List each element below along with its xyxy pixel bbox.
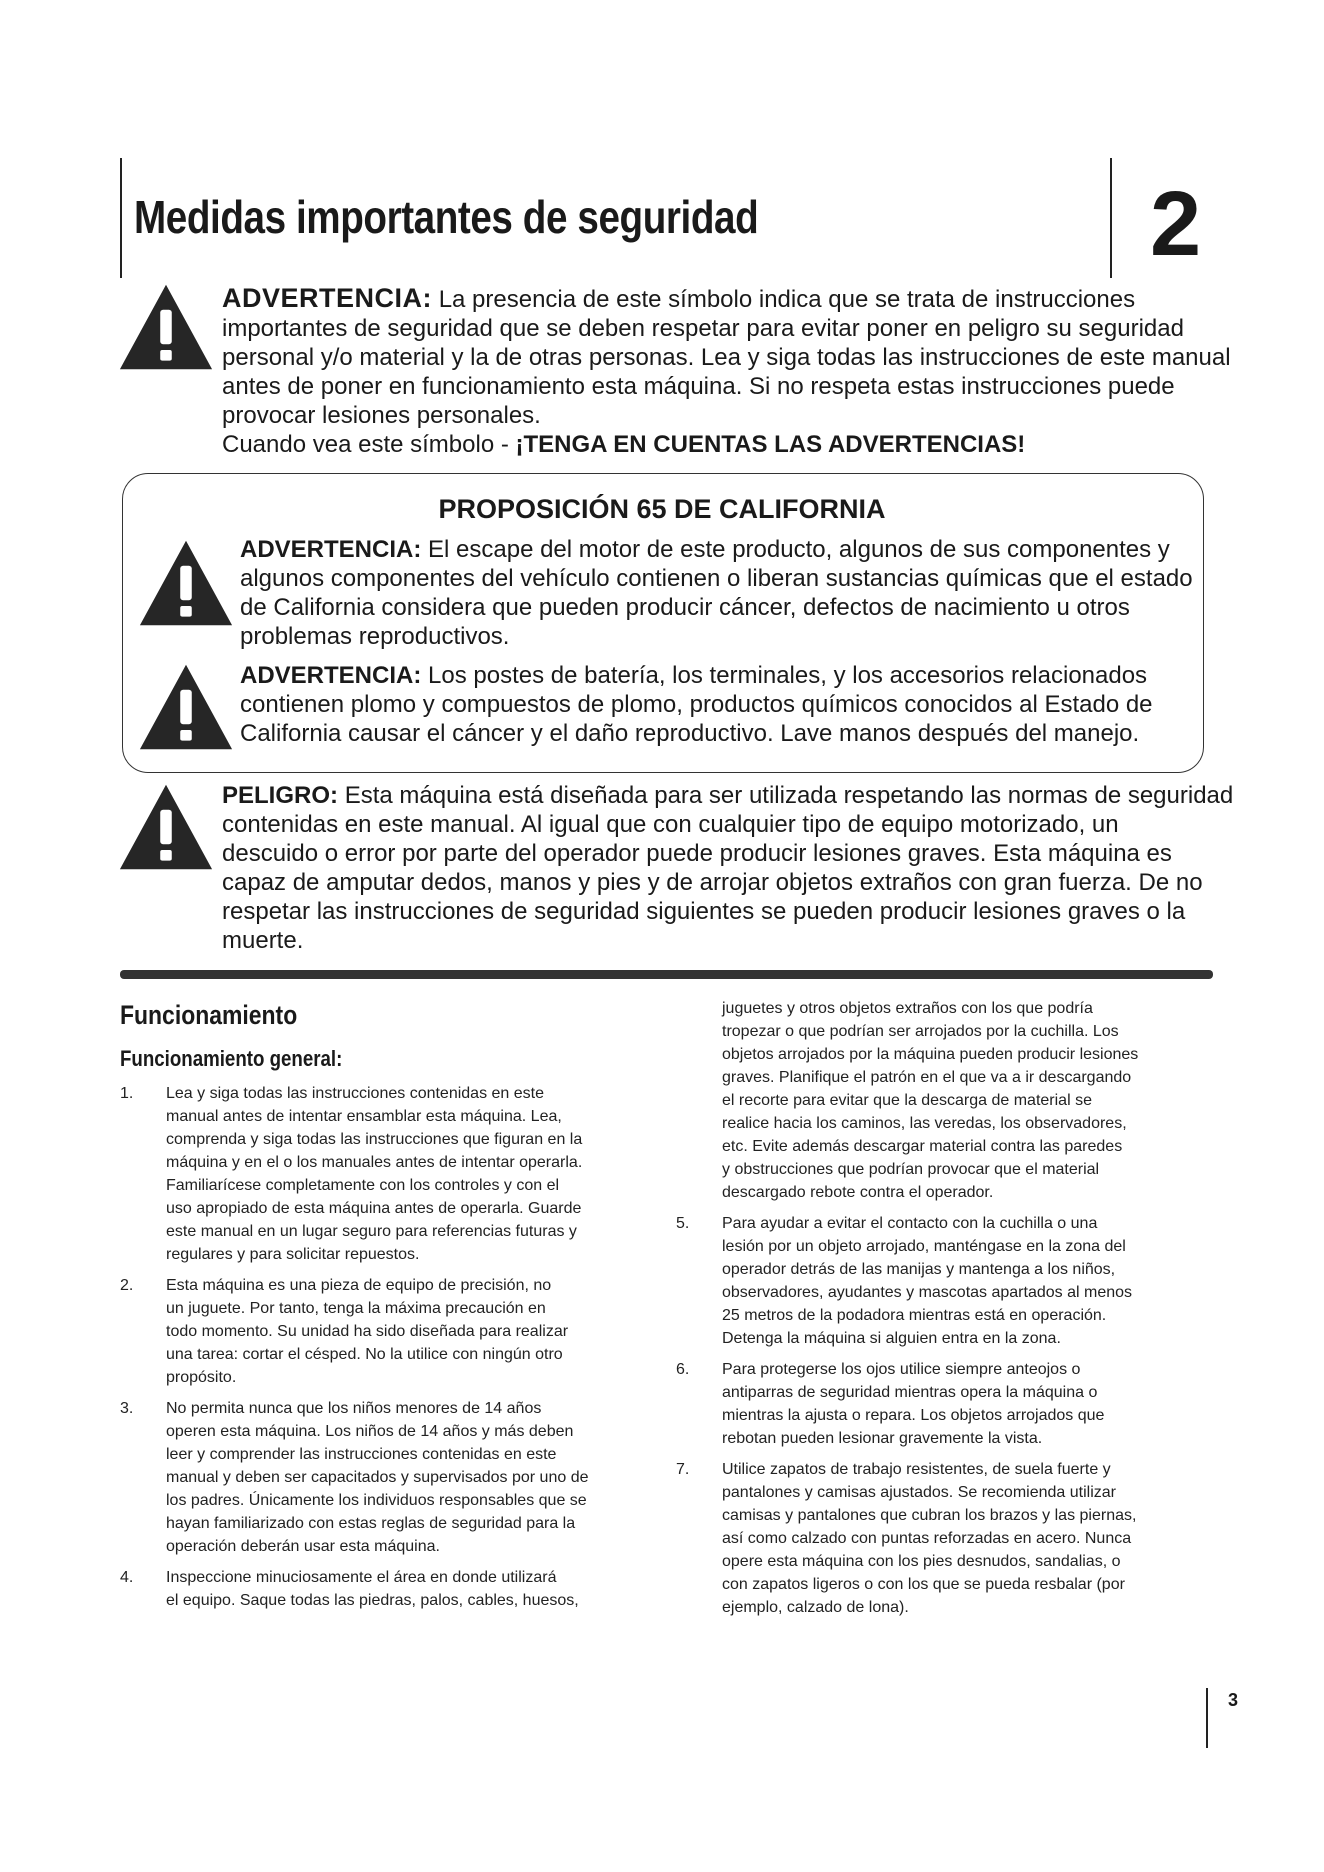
item-line: y obstrucciones que podrían provocar que el material: [722, 1161, 1100, 1178]
item-line: Familiarícese completamente con los controles y con el: [166, 1177, 560, 1194]
danger-line: capaz de amputar dedos, manos y pies y de arrojar objetos extraños con gran fuerza. De no: [222, 869, 1203, 896]
intro-line: antes de poner en funcionamiento esta máquina. Si no respeta estas instrucciones puede: [222, 373, 1175, 400]
symbol-line-emphasis: ¡TENGA EN CUENTAS LAS ADVERTENCIAS!: [515, 431, 1026, 458]
warning-triangle-icon: [138, 538, 234, 628]
prop65-line: California causar el cáncer y el daño reproductivo. Lave manos después del manejo.: [240, 720, 1140, 747]
item-line: tropezar o que podrían ser arrojados por la cuchilla. Los: [722, 1023, 1119, 1040]
intro-line: provocar lesiones personales.: [222, 402, 541, 429]
item-line: camisas y pantalones que cubran los brazos y las piernas,: [722, 1507, 1137, 1524]
header-left-rule: [120, 158, 122, 278]
item-line: manual y deben ser capacitados y supervisados por uno de: [166, 1469, 589, 1486]
prop65-warning1-label: ADVERTENCIA:: [240, 536, 422, 563]
chapter-number: 2: [1150, 173, 1202, 275]
page-number-rule: [1206, 1688, 1208, 1748]
item-line: realice hacia los caminos, las veredas, los observadores,: [722, 1115, 1127, 1132]
item-line: leer y comprender las instrucciones contenidas en este: [166, 1446, 557, 1463]
right-column: [676, 997, 1216, 1627]
danger-label: PELIGRO:: [222, 782, 339, 809]
item-line: mientras la ajusta o repara. Los objetos arrojados que: [722, 1407, 1105, 1424]
prop65-warning2-text: [240, 661, 1153, 748]
item-line: el equipo. Saque todas las piedras, palos, cables, huesos,: [166, 1592, 579, 1609]
prop65-line: algunos componentes del vehículo contienen o liberan sustancias químicas que el estado: [240, 565, 1193, 592]
item-line: una tarea: cortar el césped. No la utilice con ningún otro: [166, 1346, 563, 1363]
item-line: Para ayudar a evitar el contacto con la cuchilla o una: [722, 1215, 1098, 1232]
prop65-line: El escape del motor de este producto, algunos de sus componentes y: [428, 536, 1170, 563]
danger-text: [222, 781, 1233, 955]
list-item-continuation: [676, 997, 1216, 1204]
danger-line: contenidas en este manual. Al igual que con cualquier tipo de equipo motorizado, un: [222, 811, 1119, 838]
item-line: Para protegerse los ojos utilice siempre anteojos o: [722, 1361, 1081, 1378]
item-line: un juguete. Por tanto, tenga la máxima precaución en: [166, 1300, 546, 1317]
item-number: 4.: [120, 1569, 134, 1586]
item-line: antiparras de seguridad mientras opera la máquina o: [722, 1384, 1098, 1401]
item-line: Utilice zapatos de trabajo resistentes, de suela fuerte y: [722, 1461, 1111, 1478]
item-line: los padres. Únicamente los individuos responsables que se: [166, 1492, 587, 1509]
item-line: operador detrás de las manijas y mantenga a los niños,: [722, 1261, 1116, 1278]
intro-warning-text: [222, 284, 1231, 459]
item-line: uso apropiado de esta máquina antes de operarla. Guarde: [166, 1200, 582, 1217]
item-number: 7.: [676, 1461, 690, 1478]
danger-line: descuido o error por parte del operador puede producir lesiones graves. Esta máquina es: [222, 840, 1172, 867]
list-item: [120, 1566, 660, 1612]
list-item: [676, 1458, 1216, 1619]
intro-line: personal y/o material y la de otras personas. Lea y siga todas las instrucciones de este manual: [222, 344, 1231, 371]
section-divider: [120, 970, 1213, 979]
symbol-line-prefix: Cuando vea este símbolo -: [222, 431, 516, 458]
prop65-line: Los postes de batería, los terminales, y los accesorios relacionados: [428, 662, 1148, 689]
item-line: operación deberán usar esta máquina.: [166, 1538, 440, 1555]
item-line: manual antes de intentar ensamblar esta máquina. Lea,: [166, 1108, 562, 1125]
item-number: 1.: [120, 1085, 134, 1102]
item-line: pantalones y camisas ajustados. Se recomienda utilizar: [722, 1484, 1116, 1501]
item-line: todo momento. Su unidad ha sido diseñada para realizar: [166, 1323, 569, 1340]
item-line: comprenda y siga todas las instrucciones que figuran en la: [166, 1131, 583, 1148]
intro-line: La presencia de este símbolo indica que se trata de instrucciones: [438, 286, 1136, 313]
item-line: graves. Planifique el patrón en el que va a ir descargando: [722, 1069, 1132, 1086]
danger-line: muerte.: [222, 927, 304, 954]
prop65-title: PROPOSICIÓN 65 DE CALIFORNIA: [438, 494, 886, 524]
intro-line: importantes de seguridad que se deben respetar para evitar poner en peligro su seguridad: [222, 315, 1184, 342]
list-item: [120, 1397, 660, 1558]
item-line: objetos arrojados por la máquina pueden producir lesiones: [722, 1046, 1139, 1063]
list-item: [120, 1082, 660, 1266]
page-number: 3: [1228, 1690, 1239, 1710]
item-line: No permita nunca que los niños menores de 14 años: [166, 1400, 542, 1417]
item-line: 25 metros de la podadora mientras está en operación.: [722, 1307, 1107, 1324]
item-number: 5.: [676, 1215, 690, 1232]
item-line: observadores, ayudantes y mascotas apartados al menos: [722, 1284, 1133, 1301]
item-line: máquina y en el o los manuales antes de intentar operarla.: [166, 1154, 583, 1171]
prop65-warning2-label: ADVERTENCIA:: [240, 662, 422, 689]
prop65-warning1-text: [240, 535, 1193, 651]
item-line: este manual en un lugar seguro para referencias futuras y: [166, 1223, 577, 1240]
item-line: así como calzado con puntas reforzadas en acero. Nunca: [722, 1530, 1132, 1547]
page-title: Medidas importantes de seguridad: [134, 191, 759, 243]
prop65-line: contienen plomo y compuestos de plomo, productos químicos conocidos al Estado de: [240, 691, 1153, 718]
item-line: juguetes y otros objetos extraños con los que podría: [722, 1000, 1093, 1017]
item-line: lesión por un objeto arrojado, manténgase en la zona del: [722, 1238, 1126, 1255]
danger-line: Esta máquina está diseñada para ser utilizada respetando las normas de seguridad: [344, 782, 1234, 809]
warning-triangle-icon: [138, 662, 234, 752]
left-column: [120, 1082, 660, 1620]
list-item: [120, 1274, 660, 1389]
list-item: [676, 1212, 1216, 1350]
prop65-line: de California considera que pueden producir cáncer, defectos de nacimiento u otros: [240, 594, 1130, 621]
item-line: operen esta máquina. Los niños de 14 años y más deben: [166, 1423, 574, 1440]
item-number: 2.: [120, 1277, 134, 1294]
list-item: [676, 1358, 1216, 1450]
item-line: Detenga la máquina si alguien entra en la zona.: [722, 1330, 1061, 1347]
item-line: con zapatos ligeros o con los que se pueda resbalar (por: [722, 1576, 1125, 1593]
item-line: ejemplo, calzado de lona).: [722, 1599, 909, 1616]
intro-warning-label: ADVERTENCIA:: [222, 283, 433, 313]
header-right-rule: [1110, 158, 1112, 278]
item-line: propósito.: [166, 1369, 237, 1386]
danger-line: respetar las instrucciones de seguridad siguientes se pueden producir lesiones graves o la: [222, 898, 1186, 925]
prop65-line: problemas reproductivos.: [240, 623, 510, 650]
item-line: Lea y siga todas las instrucciones contenidas en este: [166, 1085, 545, 1102]
item-line: regulares y para solicitar repuestos.: [166, 1246, 420, 1263]
item-number: 6.: [676, 1361, 690, 1378]
warning-triangle-icon: [118, 782, 214, 872]
item-line: descargado rebote contra el operador.: [722, 1184, 994, 1201]
section-heading: Funcionamiento: [120, 1000, 298, 1030]
item-line: Esta máquina es una pieza de equipo de precisión, no: [166, 1277, 552, 1294]
item-line: rebotan pueden lesionar gravemente la vista.: [722, 1430, 1043, 1447]
item-line: hayan familiarizado con estas reglas de seguridad para la: [166, 1515, 576, 1532]
item-number: 3.: [120, 1400, 134, 1417]
section-subheading: Funcionamiento general:: [120, 1046, 343, 1071]
item-line: Inspeccione minuciosamente el área en donde utilizará: [166, 1569, 557, 1586]
item-line: opere esta máquina con los pies desnudos, sandalias, o: [722, 1553, 1121, 1570]
item-line: etc. Evite además descargar material contra las paredes: [722, 1138, 1123, 1155]
warning-triangle-icon: [118, 282, 214, 372]
item-line: el recorte para evitar que la descarga de material se: [722, 1092, 1092, 1109]
